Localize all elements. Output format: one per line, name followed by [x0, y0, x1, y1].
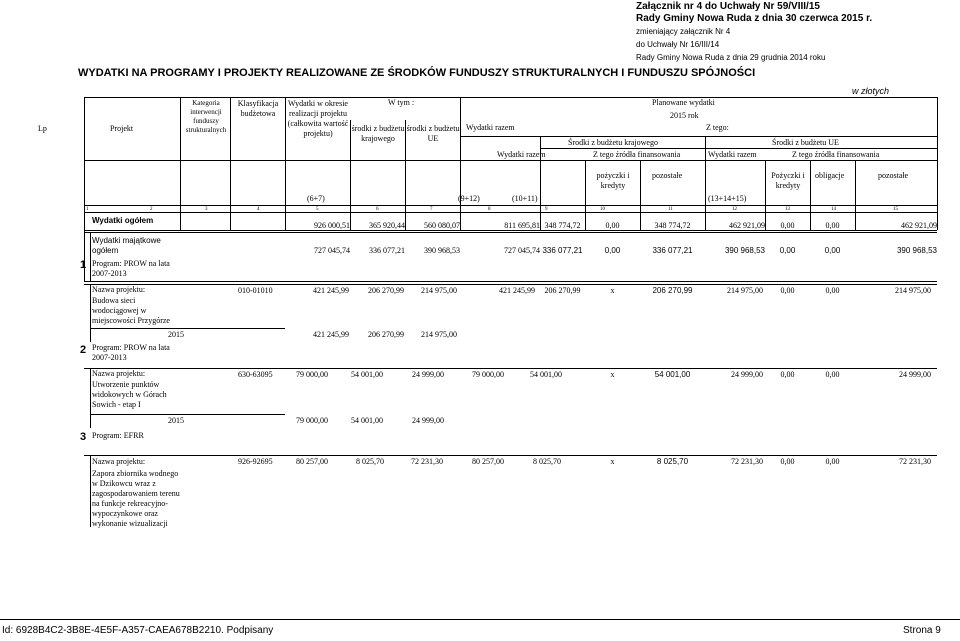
- col-num: 10: [600, 207, 605, 212]
- formula-9-12: (9+12): [458, 194, 480, 203]
- unit-note: w złotych: [852, 86, 890, 96]
- header-srodki-budzetu-ue: Środki z budżetu UE: [772, 138, 839, 147]
- project-2-name: Utworzenie punktów widokowych w Górach Sowich - etap I: [92, 380, 167, 409]
- project-2-klasyfikacja: 630-63095: [238, 370, 273, 379]
- project-1-program: Program: PROW na lata 2007-2013: [92, 259, 170, 278]
- project-3-name: Zapora zbiornika wodnego w Dzikowcu wraz z zagospodarowaniem terenu na funkcje rekreacyjno-wypoczynkowe oraz wykonanie wizualizacji: [92, 469, 180, 528]
- col-num: 15: [893, 207, 898, 212]
- attachment-line-3: zmieniający załącznik Nr 4: [636, 27, 731, 36]
- project-2-col12: 24 999,00: [731, 370, 763, 379]
- majatkowe-col5: 727 045,74: [314, 246, 350, 255]
- project-1-col10: x: [610, 286, 615, 295]
- header-wydatki-okres: Wydatki w okresie realizacji projektu (całkowita wartość projektu): [287, 99, 349, 138]
- header-kategoria: Kategoria interwencji funduszy strukturalnych: [185, 99, 227, 134]
- project-1-col12: 214 975,00: [727, 286, 763, 295]
- majatkowe-col11: 336 077,21: [652, 246, 693, 255]
- summary-ogolem-label: Wydatki ogółem: [92, 216, 154, 225]
- header-w-tym: W tym :: [388, 98, 415, 107]
- header-pozyczki-2: Pożyczki i kredyty: [771, 171, 805, 190]
- header-planowane: Planowane wydatki: [652, 98, 715, 107]
- project-1-lp: 1: [80, 259, 87, 271]
- ogolem-col11: 348 774,72: [654, 221, 691, 230]
- project-3-col12: 72 231,30: [731, 457, 763, 466]
- project-3-lp: 3: [80, 431, 87, 443]
- project-1-col5: 421 245,99: [313, 286, 349, 295]
- project-3-col5: 80 257,00: [296, 457, 328, 466]
- summary-majatkowe-label: Wydatki majątkowe ogółem: [92, 236, 161, 255]
- project-2-year-col7: 24 999,00: [412, 416, 444, 425]
- col-num: 7: [430, 207, 433, 212]
- col-num: 1: [86, 207, 89, 212]
- project-2-col11: 54 001,00: [654, 370, 691, 379]
- col-num: 5: [316, 207, 319, 212]
- project-1-year-col5: 421 245,99: [313, 330, 349, 339]
- header-obligacje: obligacje: [815, 171, 845, 180]
- header-wydatki-razem-2: Wydatki razem: [497, 150, 546, 159]
- formula-13-14-15: (13+14+15): [708, 194, 747, 203]
- project-2-program: Program: PROW na lata 2007-2013: [92, 343, 170, 362]
- majatkowe-col8: 727 045,74: [504, 246, 540, 255]
- project-1-name: Budowa sieci wodociągowej w miejscowości Przygórze: [92, 296, 170, 325]
- col-num: 9: [545, 207, 548, 212]
- attachment-line-5: Rady Gminy Nowa Ruda z dnia 29 grudnia 2014 roku: [636, 53, 826, 62]
- col-num: 3: [205, 207, 208, 212]
- header-klasyfikacja: Klasyfikacja budżetowa: [237, 99, 279, 118]
- col-num: 12: [732, 207, 737, 212]
- project-2-col13: 0,00: [780, 370, 795, 379]
- project-3-col8: 80 257,00: [472, 457, 504, 466]
- ogolem-col10: 0,00: [605, 221, 620, 230]
- header-wydatki-razem-3: Wydatki razem: [708, 150, 757, 159]
- project-3-col11: 8 025,70: [656, 457, 689, 466]
- project-1-year-col6: 206 270,99: [368, 330, 404, 339]
- attachment-line-1: Załącznik nr 4 do Uchwały Nr 59/VIII/15: [636, 1, 820, 12]
- col-num: 6: [376, 207, 379, 212]
- ogolem-col6: 365 920,44: [369, 221, 405, 230]
- project-3-col10: x: [610, 457, 615, 466]
- header-zrodla-1: Z tego źródła finansowania: [593, 150, 681, 159]
- majatkowe-col15: 390 968,53: [896, 246, 937, 255]
- project-2-col7: 24 999,00: [412, 370, 444, 379]
- project-3-klasyfikacja: 926-92695: [238, 457, 273, 466]
- project-1-year: 2015: [168, 330, 184, 339]
- project-3-col7: 72 231,30: [411, 457, 443, 466]
- project-2-col15: 24 999,00: [899, 370, 931, 379]
- project-1-col15: 214 975,00: [895, 286, 931, 295]
- header-wydatki-razem: Wydatki razem: [466, 123, 515, 132]
- majatkowe-col10: 0,00: [604, 246, 621, 255]
- col-num: 2: [150, 207, 153, 212]
- majatkowe-col12: 390 968,53: [724, 246, 765, 255]
- project-1-year-col7: 214 975,00: [421, 330, 457, 339]
- project-2-name-label: Nazwa projektu:: [92, 369, 146, 378]
- page-title: WYDATKI NA PROGRAMY I PROJEKTY REALIZOWANE ZE ŚRODKÓW FUNDUSZY STRUKTURALNYCH I FUNDUSZU SPÓJNOŚCI: [78, 67, 756, 79]
- project-3-col15: 72 231,30: [899, 457, 931, 466]
- header-lp: Lp: [38, 124, 47, 133]
- project-1-col14: 0,00: [825, 286, 840, 295]
- project-1-col13: 0,00: [780, 286, 795, 295]
- ogolem-col5: 926 000,51: [314, 221, 350, 230]
- project-2-col14: 0,00: [825, 370, 840, 379]
- project-2-col8: 79 000,00: [472, 370, 504, 379]
- formula-6-7: (6+7): [307, 194, 325, 203]
- attachment-line-4: do Uchwały Nr 16/III/14: [636, 40, 720, 49]
- ogolem-col8: 811 695,81: [504, 221, 540, 230]
- header-pozyczki-1: pożyczki i kredyty: [596, 171, 630, 190]
- footer-id: Id: 6928B4C2-3B8E-4E5F-A357-CAEA678B2210. Podpisany: [2, 625, 274, 636]
- project-1-name-label: Nazwa projektu:: [92, 285, 146, 294]
- project-2-year-col6: 54 001,00: [351, 416, 383, 425]
- header-srodki-ue: środki z budżetu UE: [406, 124, 460, 143]
- header-srodki-budzetu-krajowego: Środki z budżetu krajowego: [568, 138, 658, 147]
- project-2-lp: 2: [80, 344, 87, 356]
- col-num: 11: [668, 207, 673, 212]
- header-projekt: Projekt: [110, 124, 134, 133]
- majatkowe-col7: 390 968,53: [424, 246, 460, 255]
- header-rok: 2015 rok: [670, 111, 699, 120]
- project-2-col6: 54 001,00: [351, 370, 383, 379]
- project-1-col6: 206 270,99: [368, 286, 404, 295]
- project-2-year: 2015: [168, 416, 184, 425]
- project-2-col10: x: [610, 370, 615, 379]
- col-num: 13: [785, 207, 790, 212]
- project-3-col14: 0,00: [825, 457, 840, 466]
- attachment-line-2: Rady Gminy Nowa Ruda z dnia 30 czerwca 2015 r.: [636, 13, 873, 24]
- ogolem-col15: 462 921,09: [901, 221, 937, 230]
- majatkowe-col9: 336 077,21: [542, 246, 583, 255]
- header-zrodla-2: Z tego źródła finansowania: [792, 150, 880, 159]
- project-3-program: Program: EFRR: [92, 431, 144, 440]
- ogolem-col13: 0,00: [780, 221, 795, 230]
- col-num: 4: [257, 207, 260, 212]
- project-1-col11: 206 270,99: [652, 286, 693, 295]
- majatkowe-col6: 336 077,21: [369, 246, 405, 255]
- project-2-year-col5: 79 000,00: [296, 416, 328, 425]
- ogolem-col12: 462 921,09: [729, 221, 765, 230]
- project-3-col9: 8 025,70: [533, 457, 561, 466]
- footer-page: Strona 9: [903, 625, 941, 636]
- ogolem-col9: 348 774,72: [544, 221, 581, 230]
- majatkowe-col13: 0,00: [779, 246, 796, 255]
- header-pozostale-1: pozostałe: [652, 171, 683, 180]
- project-1-klasyfikacja: 010-01010: [238, 286, 273, 295]
- project-1-col9: 206 270,99: [544, 286, 581, 295]
- ogolem-col7: 560 080,07: [424, 221, 460, 230]
- project-2-col5: 79 000,00: [296, 370, 328, 379]
- project-1-col8: 421 245,99: [499, 286, 535, 295]
- col-num: 8: [488, 207, 491, 212]
- ogolem-col14: 0,00: [825, 221, 840, 230]
- project-1-col7: 214 975,00: [421, 286, 457, 295]
- majatkowe-col14: 0,00: [824, 246, 841, 255]
- header-srodki-krajowe: środki z budżetu krajowego: [351, 124, 405, 143]
- header-pozostale-2: pozostałe: [878, 171, 909, 180]
- project-3-col6: 8 025,70: [356, 457, 384, 466]
- project-2-col9: 54 001,00: [530, 370, 562, 379]
- project-3-col13: 0,00: [780, 457, 795, 466]
- col-num: 14: [831, 207, 836, 212]
- project-3-name-label: Nazwa projektu:: [92, 457, 146, 466]
- formula-10-11: (10+11): [512, 194, 538, 203]
- header-z-tego: Z tego:: [706, 123, 729, 132]
